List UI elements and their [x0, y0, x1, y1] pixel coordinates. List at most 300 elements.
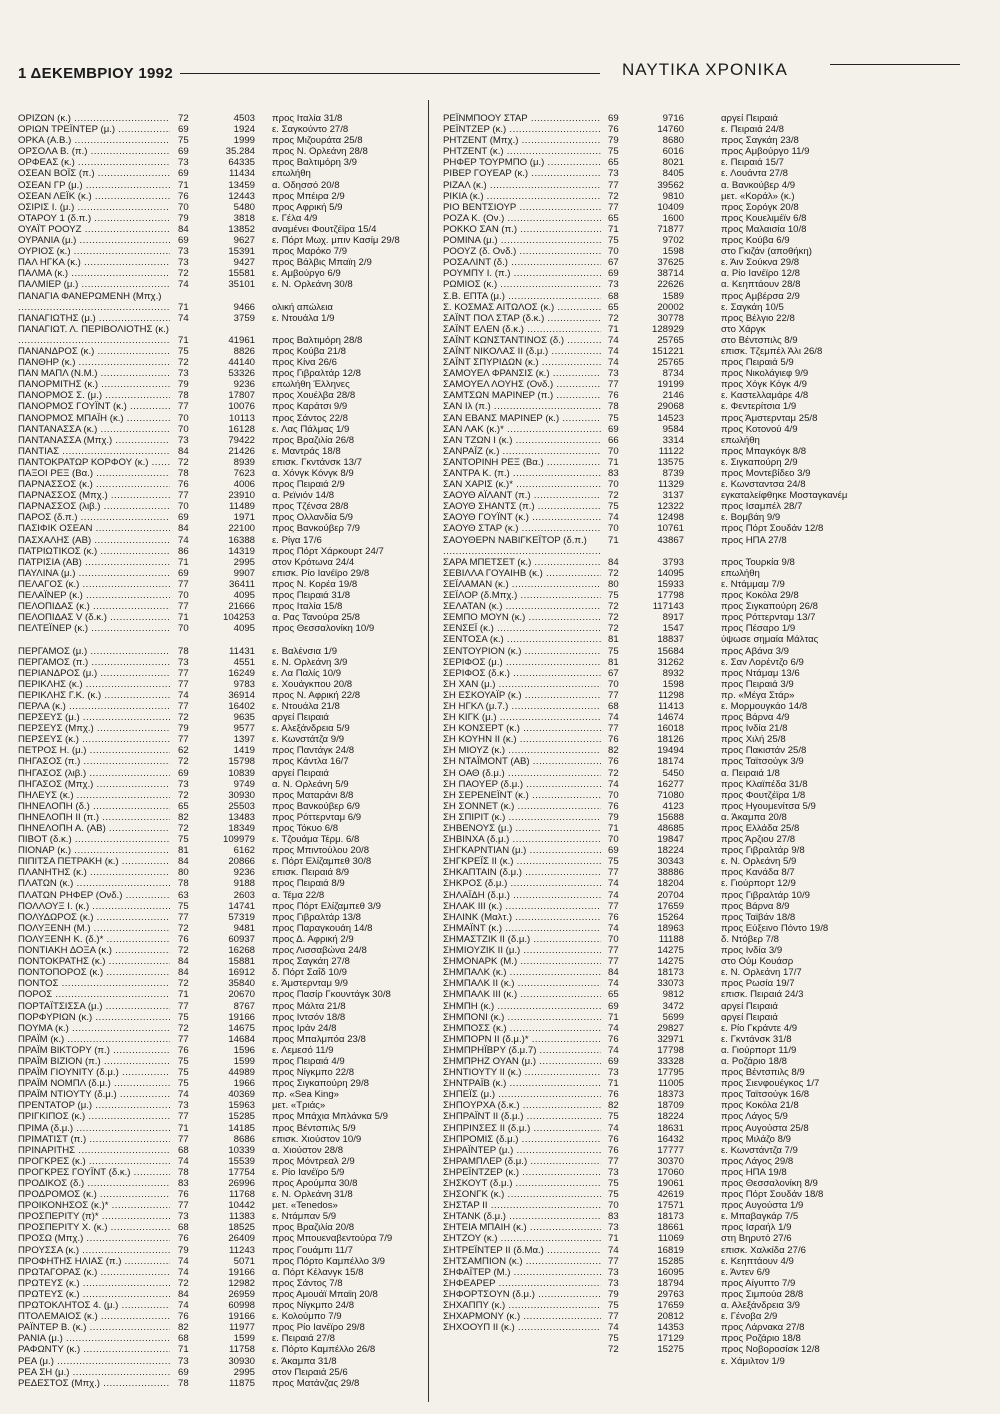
- ship-name: ΠΟΡΤΑΪΤΣΙΣΣΑ (μ.) .....: [18, 1001, 170, 1012]
- ship-position: ε. Κολούμπο 7/9: [272, 1311, 342, 1323]
- ship-name: ΣΗ ΚΟΥΗΝ ΙΙ (κ.) .....: [443, 734, 601, 745]
- tonnage: 4551: [233, 656, 255, 668]
- ship-name: ΡΙΖΑΛ (κ.) .....: [443, 180, 601, 191]
- ship-name: ΠΡΩΤΟΚΛΗΤΟΣ 4. (μ.) .....: [18, 1300, 170, 1311]
- ship-entry: [18, 1322, 423, 1333]
- ship-position: ε. Μαντράς 18/8: [272, 445, 341, 457]
- build-year: 72: [178, 357, 189, 369]
- build-year: 75: [178, 1055, 189, 1067]
- ship-entry: [443, 1111, 988, 1122]
- ship-entry: [443, 834, 988, 845]
- ship-name: ΠΡΑΪΜ ΒΙΚΤΟΡΥ (π.) .....: [18, 1045, 170, 1056]
- ship-list-right: [443, 113, 988, 1367]
- ship-entry: [443, 934, 988, 945]
- ship-position: προς Ροζάριο 18/8: [721, 1333, 801, 1345]
- ship-position: ε. Γένοβα 2/9: [721, 1311, 778, 1323]
- ship-entry: [443, 257, 988, 268]
- ship-position: προς Πειραιά 5/9: [721, 357, 794, 369]
- ship-name: ΠΕΡΙΚΛΗΣ (κ.) .....: [18, 679, 170, 690]
- ship-position: προς Τζένσα 28/8: [272, 501, 349, 513]
- ship-name: ΟΡΚΑ (Α.Β.) .....: [18, 135, 170, 146]
- ship-position: προς Βραζιλία 20/8: [272, 1222, 355, 1234]
- build-year: 71: [178, 1122, 189, 1134]
- ship-position: προς Βαλτιμόρη 28/8: [272, 334, 363, 346]
- tonnage: 8917: [662, 612, 684, 624]
- build-year: 78: [608, 401, 619, 413]
- tonnage: 8405: [662, 168, 684, 180]
- build-year: 77: [608, 689, 619, 701]
- ship-name: ΣΕΛΑΤΑΝ (κ.) .....: [443, 601, 601, 612]
- build-year: 74: [178, 1155, 189, 1167]
- ship-name: ΣΗΒΙΝΧΑ (δ.μ.) .....: [443, 834, 601, 845]
- ship-position: προς Άρζιου 27/8: [721, 834, 796, 846]
- tonnage: 8826: [233, 345, 255, 357]
- tonnage: 11383: [229, 1211, 255, 1223]
- ship-entry: [18, 1222, 423, 1233]
- ship-name: ΣΗΧΑΡΜΟΝΥ (κ.) .....: [443, 1311, 601, 1322]
- build-year: 69: [178, 146, 189, 158]
- tonnage: 79422: [228, 434, 255, 446]
- build-year: 74: [608, 778, 619, 790]
- ship-entry: [18, 1344, 423, 1355]
- build-year: 71: [608, 1011, 619, 1023]
- ship-name: ΠΕΛΟΠΙΔΑΣ (κ.) .....: [18, 601, 170, 612]
- tonnage: 11875: [229, 1377, 255, 1389]
- ship-name: ΣΗΒΕΝΟΥΣ (μ.) .....: [443, 823, 601, 834]
- ship-entry: [443, 1023, 988, 1034]
- build-year: 75: [608, 146, 619, 158]
- ship-entry: [18, 146, 423, 157]
- ship-entry: [443, 146, 988, 157]
- build-year: 73: [608, 279, 619, 291]
- ship-position: ε. Ν. Ορλεάνη 31/8: [272, 1189, 353, 1201]
- build-year: 77: [178, 700, 189, 712]
- ship-position: δ. Πόρτ Σαΐδ 10/9: [272, 967, 347, 979]
- tonnage: 1598: [662, 246, 684, 258]
- ship-entry: [443, 446, 988, 457]
- ship-entry: [18, 379, 423, 390]
- build-year: 74: [178, 534, 189, 546]
- ship-position: προς Σιμπούα 28/8: [721, 1288, 804, 1300]
- tonnage: 17798: [657, 590, 684, 602]
- tonnage: 1966: [233, 1078, 255, 1090]
- ship-entry: [443, 379, 988, 390]
- build-year: 84: [178, 956, 189, 968]
- tonnage: 13575: [657, 456, 684, 468]
- tonnage: 1599: [233, 1055, 255, 1067]
- ship-name: ΣΗ ΟΑΘ (δ.μ.) .....: [443, 768, 601, 779]
- build-year: 73: [178, 656, 189, 668]
- tonnage: 19166: [228, 1311, 255, 1323]
- tonnage: 18126: [657, 734, 684, 746]
- ship-entry: [18, 268, 423, 279]
- ship-entry: [18, 601, 423, 612]
- ship-name: ΣΑΝ ΧΑΡΙΣ (κ.)* .....: [443, 479, 601, 490]
- tonnage: 10761: [657, 523, 684, 535]
- ship-position: προς Κοκόλα 21/8: [721, 1100, 799, 1112]
- tonnage: 18173: [657, 967, 684, 979]
- ship-entry: [443, 1233, 988, 1244]
- tonnage: 19494: [657, 745, 684, 757]
- ship-name: ΠΑΣΧΑΛΗΣ (ΑΒ) .....: [18, 535, 170, 546]
- ship-name: ΣΑΟΥΘ ΣΤΑΡ (κ.) .....: [443, 523, 601, 534]
- ship-position: ε. Άιν Σούκνα 29/8: [721, 257, 800, 269]
- build-year: 65: [608, 212, 619, 224]
- build-year: 78: [178, 390, 189, 402]
- ship-name: ΠΟΛΥΞΕΝΗ Κ. (δ.)* .....: [18, 934, 170, 945]
- ship-position: προς Αρούμπα 30/8: [272, 1178, 358, 1189]
- ship-name: ΣΗΡΕΪΝΤΖΕΡ (κ.) .....: [443, 1167, 601, 1178]
- ship-entry: [18, 967, 423, 978]
- ship-name: ΡΟΥΜΠΥ Ι. (π.) .....: [443, 268, 601, 279]
- ship-entry: [443, 457, 988, 468]
- ship-name: ΠΑΛ ΗΓΚΑ (κ.) .....: [18, 257, 170, 268]
- tonnage: 33073: [657, 978, 684, 990]
- tonnage: 15264: [657, 911, 684, 923]
- ship-name: ΠΑΝΤΑΝΑΣΣΑ (Μπχ.) .....: [18, 435, 170, 446]
- ship-position: προς Πόρτ Σουδάν 12/8: [721, 523, 824, 535]
- ship-position: α. Γιούρπορτ 11/9: [721, 1044, 797, 1056]
- ship-position: στο Γκιζάν (αποθήκη): [721, 246, 812, 258]
- tonnage: 11977: [229, 1322, 255, 1334]
- ship-entry: [18, 845, 423, 856]
- build-year: 79: [178, 1244, 189, 1256]
- ship-position: ε. Ν. Ορλεάνη 5/9: [721, 856, 797, 868]
- ship-name: ΠΑΝΑΝΔΡΟΣ (κ.) .....: [18, 346, 170, 357]
- ship-entry: [18, 191, 423, 202]
- ship-position: προς Κλαϊπέδα 31/8: [721, 778, 808, 790]
- ship-entry: [443, 1333, 988, 1344]
- ship-position: προς Μπουεναβεντούρα 7/9: [272, 1233, 393, 1245]
- ship-entry: [443, 989, 988, 1000]
- tonnage: 14675: [228, 1022, 255, 1034]
- ship-entry: [443, 1300, 988, 1311]
- build-year: 74: [608, 1022, 619, 1034]
- build-year: 79: [608, 135, 619, 147]
- ship-position: ε. Κεηπτάουν 4/9: [721, 1255, 794, 1267]
- ship-entry: [443, 801, 988, 812]
- ship-name: ΠΗΝΕΛΟΠΗ ΙΙ (π.) .....: [18, 812, 170, 823]
- ship-position: προς Ταϊτσούγκ 3/9: [721, 756, 804, 768]
- tonnage: 44989: [228, 1067, 255, 1079]
- ship-entry: [18, 1256, 423, 1267]
- tonnage: 14674: [657, 712, 684, 724]
- build-year: 70: [608, 1200, 619, 1212]
- ship-position: επισκ. Πειραιά 24/3: [721, 989, 804, 1001]
- ship-entry: [18, 313, 423, 324]
- ship-entry: [18, 1200, 423, 1211]
- tonnage: 10442: [228, 1200, 255, 1212]
- ship-name: ΣΑΟΥΘΕΡΝ ΝΑΒΙΓΚΕΪΤΟΡ (δ.π.) .....: [443, 535, 601, 557]
- ship-name: ΠΙΠΙΤΣΑ ΠΕΤΡΑΚΗ (κ.) .....: [18, 856, 170, 867]
- tonnage: 14684: [228, 1033, 255, 1045]
- build-year: 73: [608, 1277, 619, 1289]
- tonnage: 29763: [657, 1288, 684, 1300]
- build-year: 73: [608, 1266, 619, 1278]
- ship-entry: [443, 268, 988, 279]
- tonnage: 29068: [657, 401, 684, 413]
- tonnage: 35840: [228, 978, 255, 990]
- ship-name: ΠΑΝΑΓΙΩΤ. Λ. ΠΕΡΙΒΟΛΙΟΤΗΣ (κ.) .....: [18, 324, 170, 346]
- tonnage: 9810: [662, 190, 684, 202]
- tonnage: 19847: [657, 834, 684, 846]
- build-year: 76: [178, 1189, 189, 1201]
- build-year: 71: [608, 223, 619, 235]
- ship-entry: [443, 1078, 988, 1089]
- ship-entry: [443, 157, 988, 168]
- tonnage: 11069: [658, 1233, 684, 1245]
- ship-name: ΡΙΒΕΡ ΓΟΥΕΑΡ (κ.) .....: [443, 168, 601, 179]
- ship-entry: [18, 701, 423, 712]
- ship-name: ΡΕΪΝΜΠΟΟΥ ΣΤΑΡ .....: [443, 113, 601, 124]
- ship-position: ε. Κωνσταντσα 24/8: [721, 479, 806, 491]
- tonnage: 18837: [657, 634, 684, 646]
- ship-position: ε. Άμστερνταμ 9/9: [272, 978, 348, 990]
- tonnage: 11298: [658, 689, 684, 701]
- build-year: 78: [178, 645, 189, 657]
- ship-position: προς Σαγκάη 23/8: [721, 135, 799, 147]
- ship-position: προς Ιταλία 15/8: [272, 601, 343, 613]
- ship-name: ΠΑΡΝΑΣΣΟΣ (Μπχ.) .....: [18, 490, 170, 501]
- ship-name: ΠΟΥΜΑ (κ.) .....: [18, 1023, 170, 1034]
- ship-entry: [443, 967, 988, 978]
- ship-position: προς Ρωσία 19/7: [721, 978, 795, 990]
- ship-name: ΣΑΟΥΘ ΣΗΑΝΤΣ (π.) .....: [443, 501, 601, 512]
- tonnage: 11768: [229, 1189, 255, 1201]
- build-year: 70: [608, 246, 619, 258]
- ship-position: προς Πειραιά 31/8: [272, 590, 351, 602]
- tonnage: 19166: [228, 1266, 255, 1278]
- ship-position: επισκ. Χαλκίδα 27/6: [721, 1244, 806, 1256]
- ship-position: ε. Αμβούργο 6/9: [272, 268, 341, 280]
- ship-position: προς Πόρτ Σουδάν 18/8: [721, 1189, 824, 1201]
- ship-name: ΠΟΛΛΟΥΞ Ι. (κ.) .....: [18, 901, 170, 912]
- tonnage: 9584: [662, 423, 684, 435]
- tonnage: 10339: [228, 1144, 255, 1156]
- ship-entry: [443, 357, 988, 368]
- tonnage: 23910: [228, 490, 255, 502]
- ship-entry: [18, 1111, 423, 1122]
- ship-name: ΣΗΡΑΪΝΤΕΡ (μ.) .....: [443, 1145, 601, 1156]
- ship-entry: [18, 1012, 423, 1023]
- build-year: 70: [178, 201, 189, 213]
- tonnage: 14275: [657, 945, 684, 957]
- ship-entry: [18, 279, 423, 290]
- build-year: 70: [178, 412, 189, 424]
- ship-position: ε. Γκντάνσκ 31/8: [721, 1033, 792, 1045]
- ship-entry: [18, 1089, 423, 1100]
- ship-position: αργεί Πειραιά: [272, 767, 329, 779]
- build-year: 69: [608, 1055, 619, 1067]
- ship-entry: [18, 745, 423, 756]
- ship-name: ΠΑΛΜΑ (κ.) .....: [18, 268, 170, 279]
- tonnage: 14523: [657, 412, 684, 424]
- tonnage: 15285: [228, 1111, 255, 1123]
- ship-entry: [18, 479, 423, 490]
- ship-name: ΠΡΟΣΠΕΡΙΤΥ (π)* .....: [18, 1211, 170, 1222]
- tonnage: 18661: [657, 1222, 684, 1234]
- ship-position: ε. Ν. Ορλεάνη 3/9: [272, 656, 348, 668]
- tonnage: 3793: [662, 556, 684, 568]
- build-year: 75: [608, 501, 619, 513]
- ship-position: επισκ. Γκντάνσκ 13/7: [272, 456, 363, 468]
- ship-name: ΣΗΣΤΑΡ ΙΙ .....: [443, 1200, 601, 1211]
- ship-entry: [443, 490, 988, 501]
- build-year: 86: [178, 545, 189, 557]
- tonnage: 12322: [657, 501, 684, 513]
- tonnage: 8734: [662, 368, 684, 380]
- ship-name: ΠΡΕΝΤΑΤΟΡ (μ.) .....: [18, 1100, 170, 1111]
- ship-name: ΣΑΪΝΤ ΣΠΥΡΙΔΩΝ (κ.) .....: [443, 357, 601, 368]
- ship-entry: [443, 1045, 988, 1056]
- build-year: 74: [178, 279, 189, 291]
- build-year: 82: [178, 1322, 189, 1334]
- ship-name: ΣΗΦΟΡΤΣΟΥΝ (δ.μ.) .....: [443, 1289, 601, 1300]
- build-year: 77: [178, 1133, 189, 1145]
- build-year: 77: [608, 179, 619, 191]
- ship-name: ΠΡΙΝΑΡΙΤΗΣ .....: [18, 1145, 170, 1156]
- ship-name: ΣΑΝΤΡΑ Κ. (π.) .....: [443, 468, 601, 479]
- ship-entry: [443, 790, 988, 801]
- ship-position: ε. Κωνστάτζα 9/9: [272, 734, 345, 746]
- build-year: 75: [178, 900, 189, 912]
- ship-entry: [443, 1245, 988, 1256]
- build-year: 73: [178, 1100, 189, 1112]
- tonnage: 1924: [233, 124, 255, 136]
- ship-name: ΡΕΑ ΣΗ (μ.) .....: [18, 1367, 170, 1378]
- ship-position: προς Βανκούβερ 7/9: [272, 523, 360, 535]
- tonnage: 13852: [228, 223, 255, 235]
- ship-entry: [443, 1211, 988, 1222]
- tonnage: 117143: [652, 601, 684, 613]
- build-year: 69: [178, 124, 189, 136]
- build-year: 63: [178, 889, 189, 901]
- build-year: 73: [178, 1355, 189, 1367]
- tonnage: 15963: [228, 1100, 255, 1112]
- ship-position: ε. Ντάμμαμ 7/9: [721, 578, 785, 590]
- ship-name: ΠΡΟΓΚΡΕΣ ΓΟΥΪΝΤ (δ.κ.) .....: [18, 1167, 170, 1178]
- ship-position: προς Γιβραλτάρ 13/8: [272, 911, 362, 923]
- ship-entry: [18, 790, 423, 801]
- ship-position: ε. Χάμιλτον 1/9: [721, 1355, 785, 1367]
- ship-position: α. Πόρτ Κέλανγκ 15/8: [272, 1266, 364, 1278]
- ship-position: προς Χιλή 25/8: [721, 734, 786, 746]
- build-year: 77: [608, 945, 619, 957]
- ship-entry: [443, 1344, 988, 1355]
- tonnage: 17659: [657, 900, 684, 912]
- build-year: 74: [608, 512, 619, 524]
- ship-name: ΡΟΖΑ Κ. (Ον.) .....: [443, 213, 601, 224]
- ship-entry: [18, 1167, 423, 1178]
- ship-name: ΣΗΠΡΑΪΝΤ ΙΙ (δ.μ.) .....: [443, 1111, 601, 1122]
- ship-name: ΠΑΝΟΡΜΙΤΗΣ (κ.) .....: [18, 379, 170, 390]
- ship-position: προς Πόρτο Καμπέλλο 3/9: [272, 1255, 385, 1267]
- ship-position: προς Μιλάζο 8/9: [721, 1133, 791, 1145]
- page-header: [0, 0, 1000, 100]
- tonnage: 14319: [228, 545, 255, 557]
- ship-entry: [18, 1145, 423, 1156]
- build-year: 73: [178, 368, 189, 380]
- ship-entry: [18, 1267, 423, 1278]
- ship-position: προς Ταϊτσούγκ 16/8: [721, 1089, 810, 1101]
- build-year: 76: [178, 1044, 189, 1056]
- ship-name: ΟΥΡΙΟΣ (κ.) .....: [18, 246, 170, 257]
- ship-entry: [18, 901, 423, 912]
- build-year: 74: [608, 712, 619, 724]
- build-year: 72: [178, 756, 189, 768]
- build-year: 70: [178, 501, 189, 513]
- ship-position: ε. Αλεξάνδρεια 5/9: [272, 723, 350, 735]
- ship-position: α. Ρεϊνιόν 14/8: [272, 490, 335, 502]
- ship-entry: [443, 435, 988, 446]
- ship-position: προς Κοτονού 4/9: [721, 423, 798, 435]
- ship-position: ε. Ν. Ορλεάνη 17/7: [721, 967, 802, 979]
- ship-entry: [443, 224, 988, 235]
- tonnage: 8686: [233, 1133, 255, 1145]
- ship-name: ΣΗΜΠΡΗΪΒΡΥ (δ.μ.7) .....: [443, 1045, 601, 1056]
- tonnage: 16402: [228, 700, 255, 712]
- ship-position: προς Μπαγκόγκ 8/8: [721, 445, 807, 457]
- ship-position: προς Σορόγκ 20/8: [721, 201, 799, 213]
- ship-position: προς Αμβέρσα 2/9: [721, 290, 800, 302]
- ship-entry: [443, 890, 988, 901]
- ship-entry: [18, 390, 423, 401]
- ship-name: ΣΑΝΡΑΪΖ (κ.) .....: [443, 446, 601, 457]
- ship-name: ΡΙΟ ΒΕΝΤΣΙΟΥΡ .....: [443, 202, 601, 213]
- ship-name: ΡΙΚΙΑ (κ.) .....: [443, 191, 601, 202]
- ship-position: προς Ταϊβάν 18/8: [721, 911, 796, 923]
- ship-position: στο Βέντσπιλς 8/9: [721, 334, 798, 346]
- ship-name: ΣΗ ΗΓΚΛ (μ.7.) .....: [443, 701, 601, 712]
- ship-position: ε. Λεμεσό 11/9: [272, 1044, 334, 1056]
- ship-position: προς Κάντλα 16/7: [272, 756, 349, 768]
- ship-name: ΣΗΜΟΝΑΡΚ (Μ.) .....: [443, 956, 601, 967]
- ship-entry: [18, 168, 423, 179]
- tonnage: 26996: [228, 1178, 255, 1189]
- ship-position: προς Κούβα 6/9: [721, 235, 790, 247]
- build-year: 71: [608, 323, 619, 335]
- build-year: 72: [608, 767, 619, 779]
- ship-position: μετ. «Τριάς»: [272, 1100, 326, 1112]
- build-year: 77: [608, 723, 619, 735]
- ship-position: προς Πέσαρο 1/9: [721, 623, 796, 635]
- ship-name: ΣΗΤΣΑΜΠΙΟΝ (κ.) .....: [443, 1256, 601, 1267]
- ship-name: ΠΕΛΑΓΟΣ (κ.) .....: [18, 579, 170, 590]
- build-year: 71: [178, 301, 189, 313]
- ship-entry: [18, 834, 423, 845]
- build-year: 68: [178, 1333, 189, 1345]
- ship-entry: [18, 235, 423, 246]
- ship-name: ΣΑΟΥΘ ΓΟΥΪΝΤ (κ.) .....: [443, 512, 601, 523]
- ship-name: ΠΡΟΙΚΟΝΗΣΟΣ (κ.)* .....: [18, 1200, 170, 1211]
- ship-name: ΠΗΓΑΣΟΣ (λιβ.) .....: [18, 768, 170, 779]
- tonnage: 21666: [228, 601, 255, 613]
- build-year: 77: [178, 678, 189, 690]
- tonnage: 9907: [233, 567, 255, 579]
- ship-position: α. Βανκούβερ 4/9: [721, 179, 796, 191]
- ship-name: ΣΑΟΥΘ ΑΪΛΑΝΤ (π.) .....: [443, 490, 601, 501]
- ship-name: ΠΕΡΣΕΥΣ (κ.) .....: [18, 734, 170, 745]
- build-year: 77: [178, 911, 189, 923]
- ship-position: προς ΗΠΑ 19/8: [721, 1166, 787, 1178]
- ship-position: α. Άκαμπα 20/8: [721, 811, 787, 823]
- ship-entry: [443, 901, 988, 912]
- tonnage: 16018: [657, 723, 684, 735]
- ship-entry: [18, 856, 423, 867]
- ship-name: ΣΗ ΚΙΓΚ (μ.) .....: [443, 712, 601, 723]
- build-year: 82: [608, 745, 619, 757]
- ship-position: προς Ιντσόν 18/8: [272, 1011, 346, 1023]
